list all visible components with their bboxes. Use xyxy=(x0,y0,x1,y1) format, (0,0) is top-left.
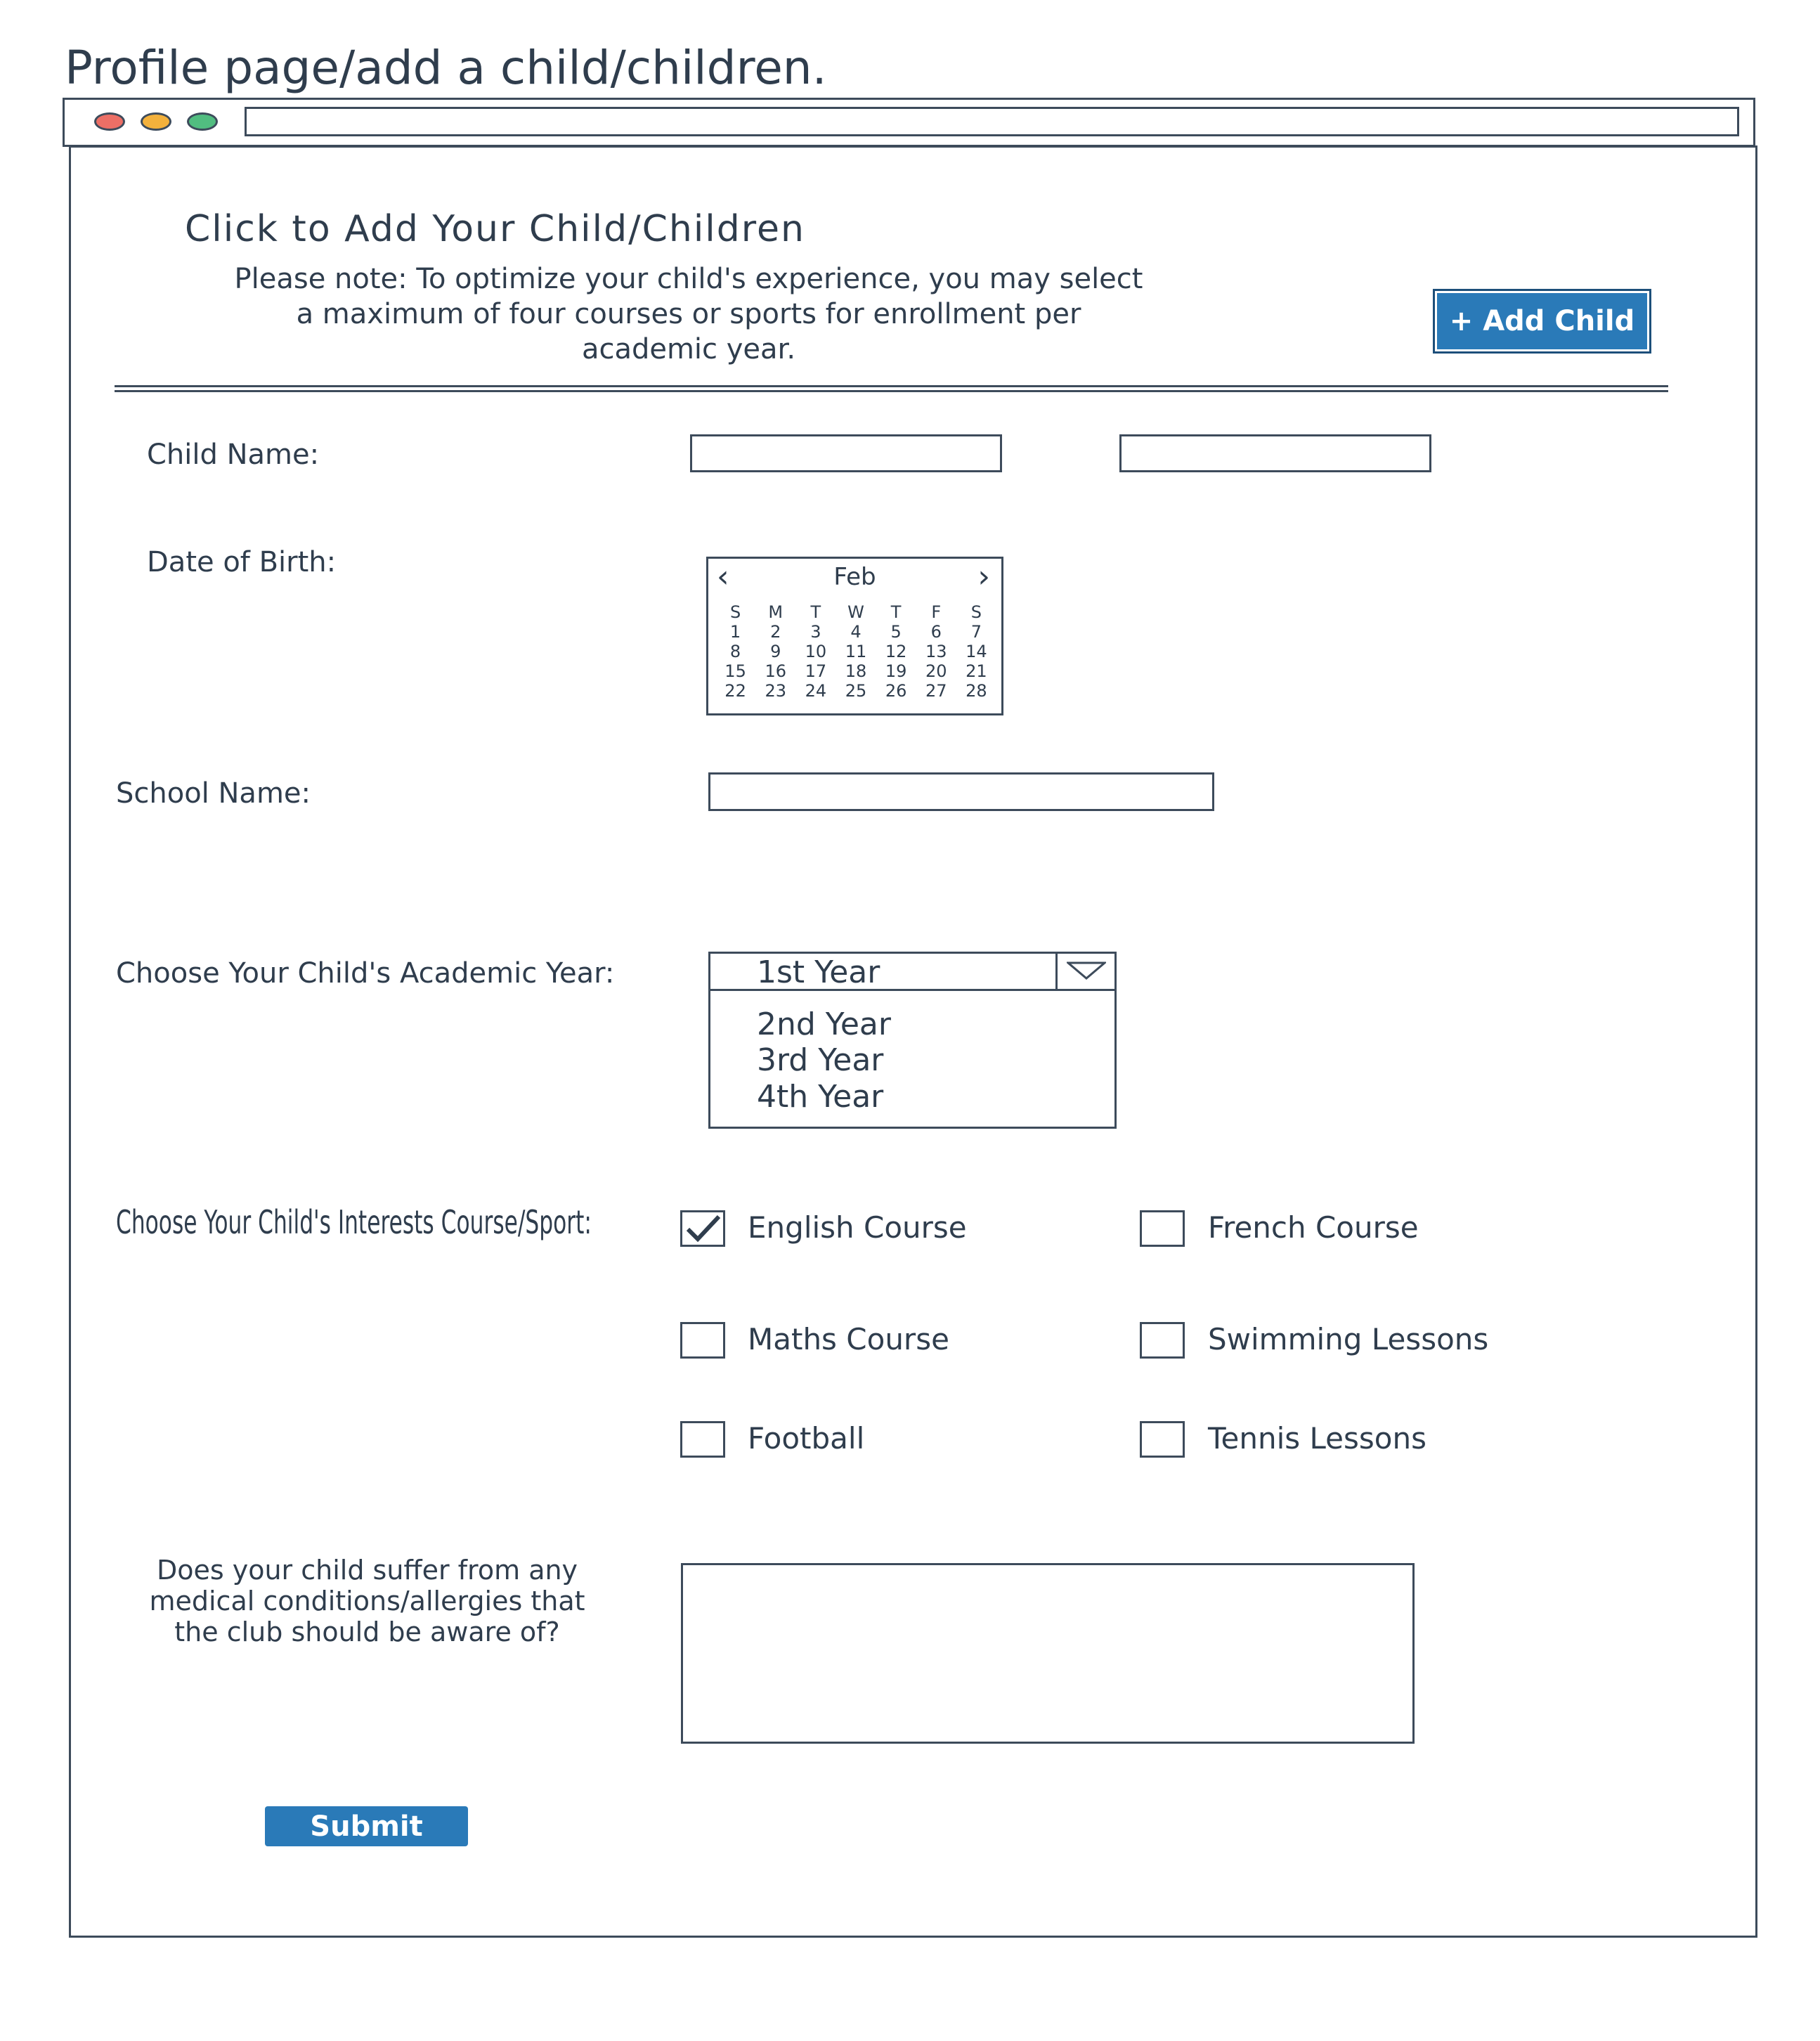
chevron-down-icon[interactable] xyxy=(1067,961,1106,980)
interest-label[interactable]: Swimming Lessons xyxy=(1208,1322,1489,1356)
note-line: a maximum of four courses or sports for enrollment per xyxy=(296,298,1081,330)
calendar-day[interactable]: 2 xyxy=(770,622,781,642)
calendar-month: Feb xyxy=(833,563,876,591)
weekday-label: T xyxy=(890,602,902,622)
date-picker[interactable] xyxy=(706,557,1003,715)
interest-checkbox[interactable] xyxy=(680,1210,725,1247)
calendar-day[interactable]: 20 xyxy=(925,661,947,681)
interest-checkbox[interactable] xyxy=(680,1322,725,1359)
add-children-heading: Click to Add Your Child/Children xyxy=(185,208,805,250)
add-child-button[interactable]: + Add Child xyxy=(1433,289,1651,354)
calendar-day[interactable]: 25 xyxy=(845,681,867,701)
weekday-label: S xyxy=(729,602,741,622)
enrollment-note xyxy=(162,261,1216,367)
dob-label: Date of Birth: xyxy=(147,546,337,578)
page-title: Profile page/add a child/children. xyxy=(65,41,827,95)
calendar-day[interactable]: 21 xyxy=(966,661,987,681)
weekday-label: T xyxy=(810,602,821,622)
selected-year[interactable]: 1st Year xyxy=(757,954,880,990)
child-name-label: Child Name: xyxy=(147,439,320,471)
calendar-day[interactable]: 18 xyxy=(845,661,867,681)
calendar-day[interactable]: 6 xyxy=(930,622,942,642)
first-name-input[interactable] xyxy=(690,434,1002,472)
year-option[interactable]: 4th Year xyxy=(757,1079,884,1115)
calendar-day[interactable]: 4 xyxy=(850,622,862,642)
note-line: academic year. xyxy=(581,333,796,365)
weekday-label: W xyxy=(847,602,864,622)
calendar-day[interactable]: 10 xyxy=(805,642,827,661)
interest-checkbox[interactable] xyxy=(1140,1421,1185,1458)
dropdown-arrow-box[interactable] xyxy=(1055,952,1058,991)
calendar-day[interactable]: 27 xyxy=(925,681,947,701)
calendar-day[interactable]: 13 xyxy=(925,642,947,661)
medical-line: medical conditions/allergies that xyxy=(149,1586,585,1616)
calendar-day[interactable]: 9 xyxy=(770,642,781,661)
interest-label[interactable]: Maths Course xyxy=(748,1322,949,1356)
section-divider xyxy=(115,385,1668,392)
interest-label[interactable]: English Course xyxy=(748,1210,967,1245)
calendar-day[interactable]: 26 xyxy=(885,681,907,701)
interest-label[interactable]: Football xyxy=(748,1421,865,1456)
calendar-day[interactable]: 3 xyxy=(810,622,821,642)
checkmark-icon xyxy=(682,1212,723,1245)
maximize-window-dot[interactable] xyxy=(187,112,218,131)
calendar-day[interactable]: 5 xyxy=(890,622,902,642)
interest-label[interactable]: French Course xyxy=(1208,1210,1419,1245)
year-option[interactable]: 2nd Year xyxy=(757,1006,891,1042)
calendar-day[interactable]: 14 xyxy=(966,642,987,661)
calendar-day[interactable]: 17 xyxy=(805,661,827,681)
calendar-day[interactable]: 8 xyxy=(729,642,741,661)
calendar-day[interactable]: 23 xyxy=(765,681,786,701)
medical-line: the club should be aware of? xyxy=(174,1616,560,1647)
calendar-day[interactable]: 11 xyxy=(845,642,867,661)
medical-line: Does your child suffer from any xyxy=(156,1555,578,1586)
minimize-window-dot[interactable] xyxy=(141,112,171,131)
calendar-day[interactable]: 24 xyxy=(805,681,827,701)
url-bar[interactable] xyxy=(245,107,1739,136)
year-option[interactable]: 3rd Year xyxy=(757,1042,884,1078)
calendar-day[interactable]: 28 xyxy=(966,681,987,701)
next-month-icon[interactable]: › xyxy=(977,559,990,595)
last-name-input[interactable] xyxy=(1119,434,1431,472)
calendar-day[interactable]: 19 xyxy=(885,661,907,681)
interests-label: Choose Your Child's Interests Course/Sport: xyxy=(116,1203,592,1241)
note-line: Please note: To optimize your child's experience, you may select xyxy=(234,263,1143,295)
interest-checkbox[interactable] xyxy=(680,1421,725,1458)
interest-checkbox[interactable] xyxy=(1140,1322,1185,1359)
calendar-day[interactable]: 15 xyxy=(724,661,746,681)
school-name-input[interactable] xyxy=(708,772,1214,811)
academic-year-label: Choose Your Child's Academic Year: xyxy=(116,957,615,990)
interest-checkbox[interactable] xyxy=(1140,1210,1185,1247)
interest-label[interactable]: Tennis Lessons xyxy=(1208,1421,1426,1456)
calendar-day[interactable]: 1 xyxy=(729,622,741,642)
prev-month-icon[interactable]: ‹ xyxy=(717,559,729,595)
school-name-label: School Name: xyxy=(116,777,311,810)
calendar-day[interactable]: 12 xyxy=(885,642,907,661)
medical-question xyxy=(105,1555,629,1647)
calendar-grid xyxy=(715,602,996,701)
close-window-dot[interactable] xyxy=(94,112,125,131)
calendar-day[interactable]: 22 xyxy=(724,681,746,701)
calendar-day[interactable]: 16 xyxy=(765,661,786,681)
weekday-label: F xyxy=(931,602,942,622)
calendar-day[interactable]: 7 xyxy=(970,622,982,642)
weekday-label: S xyxy=(970,602,982,622)
submit-button[interactable]: Submit xyxy=(265,1806,468,1846)
weekday-label: M xyxy=(768,602,784,622)
medical-conditions-textarea[interactable] xyxy=(681,1563,1415,1744)
